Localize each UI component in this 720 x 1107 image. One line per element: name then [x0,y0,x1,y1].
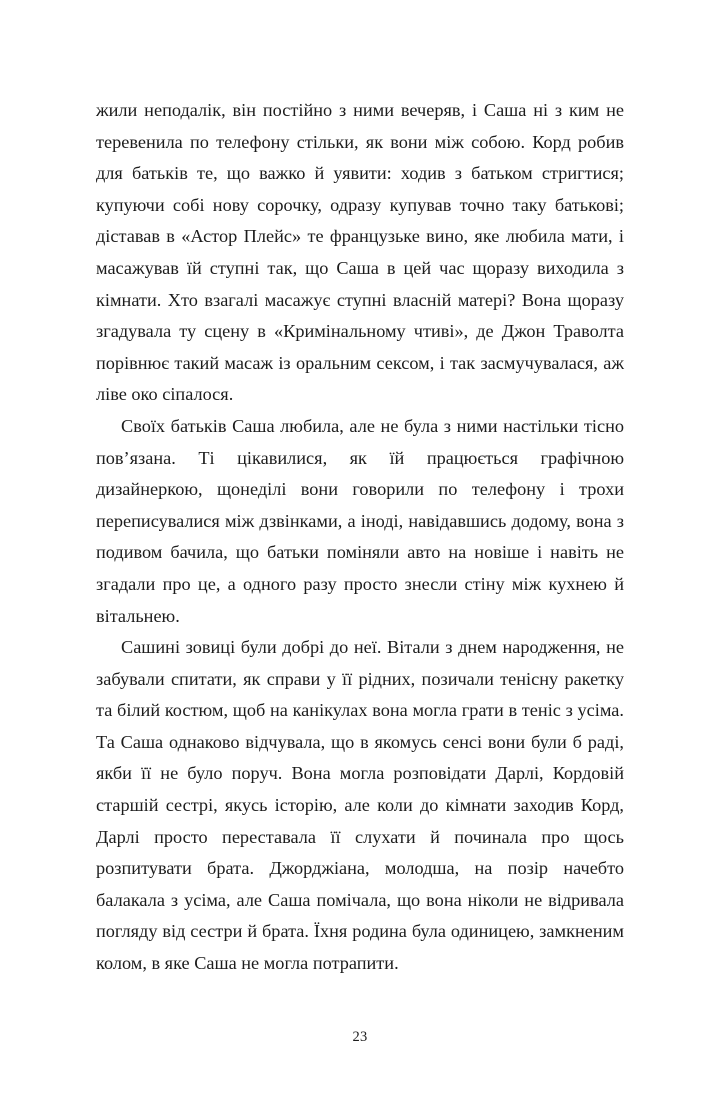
paragraph: жили неподалік, він постійно з ними вечеряв, і Саша ні з ким не теревенила по телефону стільки, як вони між собою. Корд робив для батьків те, що важко й уявити: ходив з батьком стригтися; купуючи собі нову сорочку, одразу купував точно таку батькові; діставав в «Астор Плейс» те французьке вино, яке любила мати, і масажував їй ступні так, що Саша в цей час щоразу виходила з кімнати. Хто взагалі масажує ступні власній матері? Вона щоразу згадувала ту сцену в «Кримінальному чтиві», де Джон Траволта порівнює такий масаж із оральним сексом, і так засмучувалася, аж ліве око сіпалося. [96,100,624,405]
paragraph: Сашині зовиці були добрі до неї. Вітали з днем народження, не забували спитати, як справи у її рідних, позичали тенісну ракетку та білий костюм, щоб на канікулах вона могла грати в теніс з усіма. Та Саша однаково відчувала, що в якомусь сенсі вони були б раді, якби її не було поруч. Вона могла розповідати Дарлі, Кордовій старшій сестрі, якусь історію, але коли до кімнати заходив Корд, Дарлі просто переставала її слухати й починала про щось розпитувати брата. Джорджіана, молодша, на позір начебто балакала з усіма, але Саша помічала, що вона ніколи не відривала погляду від сестри й брата. Їхня родина була одиницею, замкненим колом, в яке Саша не могла потрапити. [96,637,624,974]
page-body [96,95,624,980]
paragraph: Своїх батьків Саша любила, але не була з ними настільки тісно пов’язана. Ті цікавилися, як їй працюється графічною дизайнеркою, щонеділі вони говорили по телефону і трохи переписувалися між дзвінками, а іноді, навідавшись додому, вона з подивом бачила, що батьки поміняли авто на новіше і навіть не згадали про це, а одного разу просто знесли стіну між кухнею й вітальнею. [96,415,624,626]
page-number: 23 [352,1029,368,1045]
